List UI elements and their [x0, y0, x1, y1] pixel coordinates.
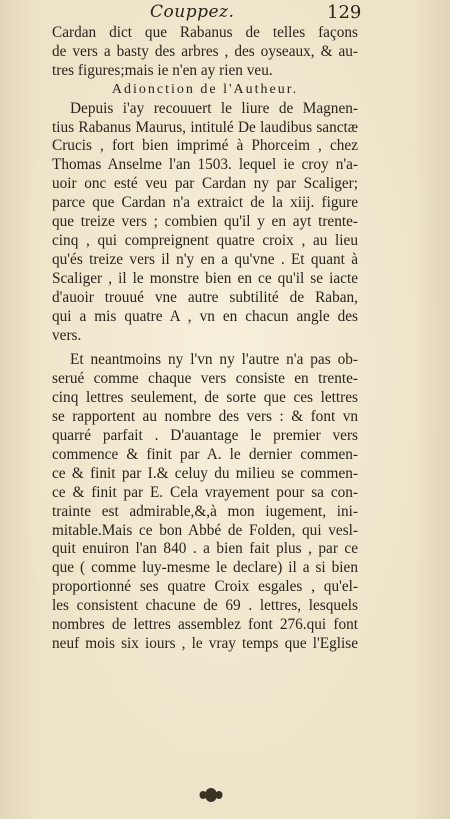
page-number: 129	[327, 2, 362, 23]
text-line: que treize vers ; combien qu'il y en ayt trente-	[52, 213, 358, 231]
text-line: tres figures;mais ie n'en ay rien veu.	[52, 61, 273, 79]
page-header	[0, 2, 450, 26]
text-line: mitable.Mais ce bon Abbé de Folden, qui vesl-	[52, 521, 358, 539]
text-line: ce & finit par I.& celuy du milieu se commen-	[52, 464, 358, 482]
printer-ornament-icon	[198, 786, 224, 804]
text-line: trainte est admirable,&,à mon iugement, ini-	[52, 502, 358, 520]
text-line: serué comme chaque vers consiste en trente-	[52, 370, 358, 388]
text-line: parce que Cardan n'a extraict de la xiij. figure	[52, 194, 358, 212]
text-line: uoir onc esté veu par Cardan ny par Scaliger;	[52, 175, 358, 193]
text-line: Crucis , fort bien imprimé à Phorceim , chez	[52, 137, 358, 155]
text-line: cinq lettres seulement, de sorte que ces lettres	[52, 389, 358, 407]
text-line: qu'és treize vers il n'y en a qu'vne . Et quant à	[52, 250, 358, 268]
text-line: que ( comme luy-mesme le declare) il a si bien	[52, 559, 358, 577]
text-line: les consistent chacune de 69 . lettres, lesquels	[52, 597, 358, 615]
text-line: d'auoir trouué vne autre subtilité de Raban,	[52, 288, 358, 306]
text-line: de vers a basty des arbres , des oyseaux, & au-	[52, 42, 358, 60]
text-line: quarré parfait . D'auantage le premier vers	[52, 427, 358, 445]
text-line: commence & finit par A. le dernier commen-	[52, 445, 358, 463]
text-line: quit enuiron l'an 840 . a bien fait plus , par ce	[52, 540, 358, 558]
text-line: Et neantmoins ny l'vn ny l'autre n'a pas ob-	[70, 351, 358, 369]
text-line: Depuis i'ay recouuert le liure de Magnen-	[70, 99, 358, 117]
text-line: ce & finit par E. Cela vrayement pour sa con-	[52, 483, 358, 501]
section-heading: Adionction de l'Autheur.	[111, 81, 299, 97]
text-line: vers.	[52, 326, 82, 344]
text-line: se rapportent au nombre des vers : & font vn	[52, 408, 358, 426]
text-line: Cardan dict que Rabanus de telles façons	[52, 24, 358, 41]
text-line: nombres de lettres assemblez font 276.qui font	[52, 616, 358, 634]
text-line: Scaliger , il le monstre bien en ce qu'il se iacte	[52, 269, 358, 287]
text-line: qui a mis quatre A , vn en chacun angle des	[52, 307, 358, 325]
text-line: neuf mois six iours , le vray temps que l'Eglise	[52, 635, 358, 652]
running-head: Couppez.	[150, 2, 235, 22]
text-line: Thomas Anselme l'an 1503. lequel ie croy n'a-	[52, 156, 358, 174]
body-text	[52, 24, 358, 654]
text-line: tius Rabanus Maurus, intitulé De laudibus sanctæ	[52, 118, 358, 136]
text-line: proportionné ses quatre Croix esgales , qu'el-	[52, 578, 358, 596]
text-line: cinq , qui compreignent quatre croix , au lieu	[52, 231, 358, 249]
